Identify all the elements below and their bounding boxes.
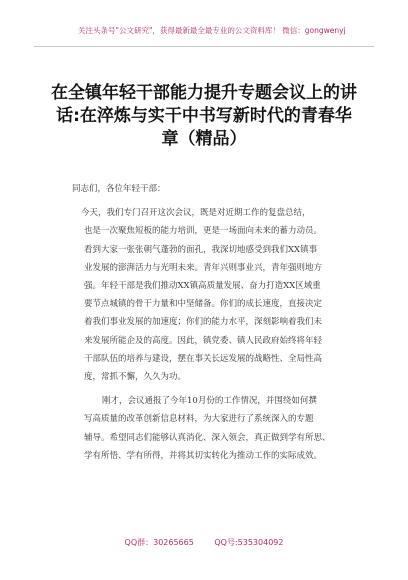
body-line: 也是一次聚焦短板的能力培训，更是一场面向未来的蓄力动员。 xyxy=(84,226,323,237)
title-line: 话:在淬炼与实干中书写新时代的青春华 xyxy=(56,106,352,126)
header-divider xyxy=(34,46,374,47)
body-line: 今天，我们专门召开这次会议，既是对近期工作的复盘总结， xyxy=(81,208,311,219)
qq-group: QQ群：30265665 xyxy=(124,538,194,547)
body-line: 学有所悟、学有所得，并将其切实转化为推动工作的实际成效。 xyxy=(84,450,323,461)
document-body xyxy=(72,180,366,465)
body-line: 要节点城镇的骨干力量和中坚储备。你们的成长速度，直接决定 xyxy=(84,299,323,310)
body-line: 强。年轻干部是我们推动XX镇高质量发展、奋力打造XX区域重 xyxy=(84,281,321,292)
body-line: 业发展的澎湃活力与光明未来。青年兴则事业兴，青年强则地方 xyxy=(84,262,323,273)
title-line: 在全镇年轻干部能力提升专题会议上的讲 xyxy=(51,83,357,103)
body-line: 看到大家一张张朝气蓬勃的面孔，我深切地感受到我们XX镇事 xyxy=(84,244,318,255)
body-line: 辅导。希望同志们能够认真消化、深入领会，真正做到学有所思、 xyxy=(84,432,331,443)
salutation: 同志们，各位年轻干部： xyxy=(72,184,166,194)
footer-contact xyxy=(0,537,408,548)
document-title xyxy=(38,82,370,151)
body-line: 度，常抓不懈，久久为功。 xyxy=(84,372,187,383)
qq-number: QQ号:535304092 xyxy=(214,538,284,547)
title-line: 章（精品） xyxy=(161,129,247,149)
body-line: 干部队伍的培养与建设，摆在事关长远发展的战略性、全局性高 xyxy=(84,353,323,364)
header-banner: 关注头条号"公文研究"，获得最新最全最专业的公文资料库！ 微信：gongwenyj xyxy=(78,26,346,35)
body-line: 刚才，会议通报了今年10月份的工作情况，并围绕如何撰 xyxy=(102,396,317,407)
body-line: 着我们事业发展的加速度；你们的能力水平，深刻影响着我们未 xyxy=(84,317,323,328)
body-line: 写高质量的改革创新信息材料，为大家进行了系统深入的专题 xyxy=(84,414,314,425)
body-line: 来发展所能企及的高度。因此，镇党委、镇人民政府始终将年轻 xyxy=(84,335,323,346)
